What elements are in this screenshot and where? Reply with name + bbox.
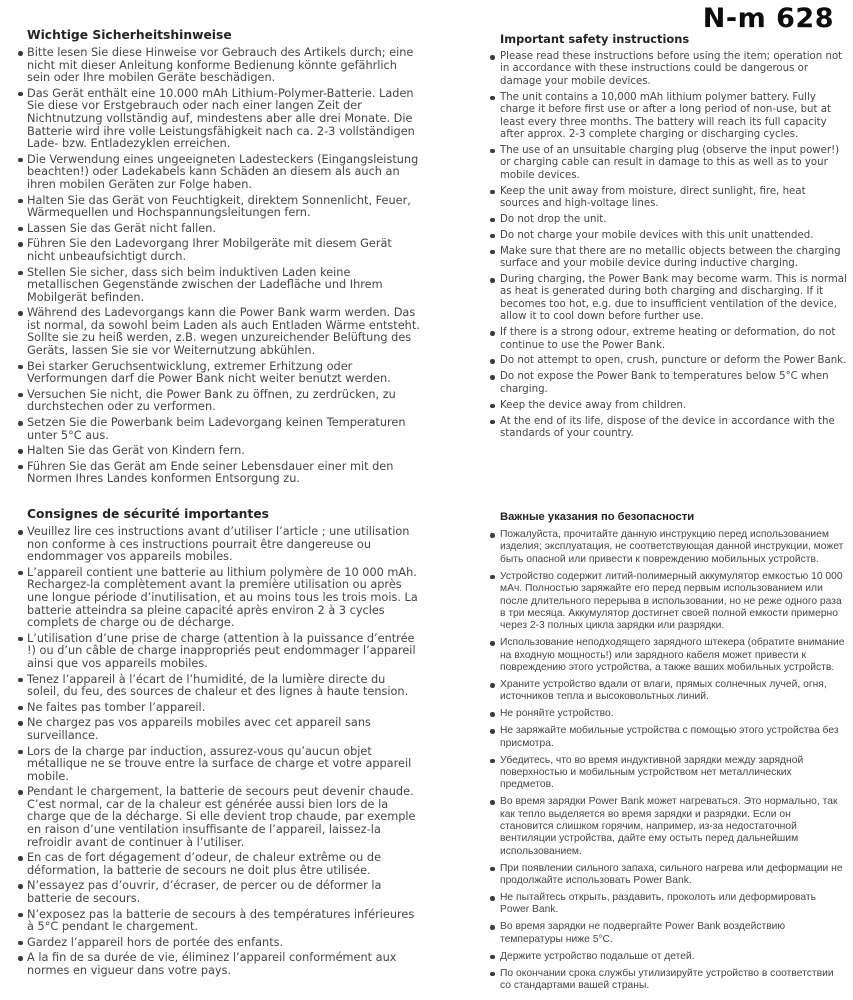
- section-french: [18, 507, 421, 981]
- list-item: The use of an unsuitable charging plug (observe the input power!) or charging cable can result in damage to this as well as to your mobile devices.: [490, 145, 847, 182]
- list-item: Während des Ladevorgangs kann die Power Bank warm werden. Das ist normal, da sowohl beim Laden als auch Entladen Wärme entsteht. Sollte sie zu heiß werden, z.B. wegen unzureichender Belüftung des Geräts, lassen Sie sie vor Weiternutzung abkühlen.: [18, 307, 421, 357]
- list-item: Halten Sie das Gerät von Feuchtigkeit, direktem Sonnenlicht, Feuer, Wärmequellen und Hochspannungsleitungen fern.: [18, 195, 421, 220]
- section-title-english: Important safety instructions: [500, 32, 690, 46]
- list-item: Versuchen Sie nicht, die Power Bank zu öffnen, zu zerdrücken, zu durchstechen oder zu verformen.: [18, 389, 421, 414]
- list-item: L’utilisation d’une prise de charge (attention à la puissance d’entrée !) ou d’un câble de charge inappropriés peut endommager l’appareil ainsi que vos appareils mobiles.: [18, 633, 421, 671]
- list-item: Make sure that there are no metallic objects between the charging surface and your mobile device during inductive charging.: [490, 246, 847, 271]
- list-item: Keep the device away from children.: [490, 400, 847, 412]
- list-item: Во время зарядки не подвергайте Power Bank воздействию температуры ниже 5°С.: [490, 921, 847, 946]
- list-item: Das Gerät enthält eine 10.000 mAh Lithium-Polymer-Batterie. Laden Sie diese vor Erstgebrauch oder nach einer langen Zeit der Nichtnutzung vollständig auf, mindestens aber alle drei Monate. Die Batterie wird ihre volle Leistungsfähigkeit nach ca. 2-3 vollständigen Lade- bzw. Entladezyklen erreichen.: [18, 88, 421, 151]
- list-item: Veuillez lire ces instructions avant d’utiliser l’article ; une utilisation non conforme à ces instructions pourrait être dangereuse ou endommager vos appareils mobiles.: [18, 526, 421, 564]
- list-item: Keep the unit away from moisture, direct sunlight, fire, heat sources and high-voltage lines.: [490, 186, 847, 211]
- list-item: During charging, the Power Bank may become warm. This is normal as heat is generated during both charging and discharging. If it becomes too hot, e.g. due to insufficient ventilation of the device, allow it to cool down before further use.: [490, 274, 847, 324]
- model-number: N-m 628: [702, 3, 834, 34]
- list-item: Gardez l’appareil hors de portée des enfants.: [18, 937, 421, 950]
- list-item: Lassen Sie das Gerät nicht fallen.: [18, 223, 421, 236]
- list-item: L’appareil contient une batterie au lithium polymère de 10 000 mAh. Rechargez-la complètement avant la première utilisation ou après une longue période d’inutilisation, et au moins tous les trois mois. La batterie atteindra sa pleine capacité après environ 2 à 3 cycles complets de charge ou de décharge.: [18, 567, 421, 630]
- list-item: Tenez l’appareil à l’écart de l’humidité, de la lumière directe du soleil, du feu, des sources de chaleur et des lignes à haute tension.: [18, 674, 421, 699]
- list-item: Please read these instructions before using the item; operation not in accordance with these instructions could be dangerous or damage your mobile devices.: [490, 51, 847, 88]
- list-item: Bitte lesen Sie diese Hinweise vor Gebrauch des Artikels durch; eine nicht mit dieser Anleitung konforme Bedienung könnte gefährlich sein oder Ihre mobilen Geräte beschädigen.: [18, 47, 421, 85]
- section-title-french: Consignes de sécurité importantes: [27, 507, 269, 521]
- list-item: Führen Sie den Ladevorgang Ihrer Mobilgeräte mit diesem Gerät nicht unbeaufsichtigt durch.: [18, 238, 421, 263]
- list-item: Во время зарядки Power Bank может нагреваться. Это нормально, так как тепло выделяется во время зарядки и разрядки. Если он становится слишком горячим, например, из-за недостаточной вентиляции устройства, дайте ему остыть перед дальнейшим использованием.: [490, 796, 847, 858]
- list-item: При появлении сильного запаха, сильного нагрева или деформации не продолжайте использовать Power Bank.: [490, 863, 847, 888]
- list-item: En cas de fort dégagement d’odeur, de chaleur extrême ou de déformation, la batterie de secours ne doit plus être utilisée.: [18, 852, 421, 877]
- list-item: Ne chargez pas vos appareils mobiles avec cet appareil sans surveillance.: [18, 717, 421, 742]
- list-item: Halten Sie das Gerät von Kindern fern.: [18, 445, 421, 458]
- list-item: Do not charge your mobile devices with this unit unattended.: [490, 230, 847, 242]
- list-item: Храните устройство вдали от влаги, прямых солнечных лучей, огня, источников тепла и высоковольтных линий.: [490, 679, 847, 704]
- list-item: Setzen Sie die Powerbank beim Ladevorgang keinen Temperaturen unter 5°C aus.: [18, 417, 421, 442]
- list-item: Lors de la charge par induction, assurez-vous qu’aucun objet métallique ne se trouve entre la surface de charge et votre appareil mobile.: [18, 746, 421, 784]
- list-item: If there is a strong odour, extreme heating or deformation, do not continue to use the Power Bank.: [490, 327, 847, 352]
- section-title-russian: Важные указания по безопасности: [500, 511, 695, 523]
- list-item: Die Verwendung eines ungeeigneten Ladesteckers (Eingangsleistung beachten!) oder Ladekabels kann Schäden an diesem als auch an ihren mobilen Geräten zur Folge haben.: [18, 154, 421, 192]
- section-title-german: Wichtige Sicherheitshinweise: [27, 28, 232, 42]
- safety-list-english: [490, 51, 847, 440]
- list-item: Пожалуйста, прочитайте данную инструкцию перед использованием изделия; эксплуатация, не соответствующая данной инструкции, может быть опасной или привести к повреждению мобильных устройств.: [490, 529, 847, 566]
- list-item: Pendant le chargement, la batterie de secours peut devenir chaude. C’est normal, car de la chaleur est générée aussi bien lors de la charge que de la décharge. Si elle devient trop chaude, par exemple en raison d’une ventilation insuffisante de l’appareil, laissez-la refroidir avant de continuer à l’utiliser.: [18, 786, 421, 849]
- list-item: N’essayez pas d’ouvrir, d’écraser, de percer ou de déformer la batterie de secours.: [18, 880, 421, 905]
- list-item: At the end of its life, dispose of the device in accordance with the standards of your country.: [490, 416, 847, 441]
- section-german: [18, 28, 421, 489]
- list-item: Bei starker Geruchsentwicklung, extremer Erhitzung oder Verformungen darf die Power Bank nicht weiter benutzt werden.: [18, 361, 421, 386]
- section-russian: [490, 511, 847, 997]
- list-item: Do not drop the unit.: [490, 214, 847, 226]
- list-item: Do not expose the Power Bank to temperatures below 5°C when charging.: [490, 371, 847, 396]
- list-item: Führen Sie das Gerät am Ende seiner Lebensdauer einer mit den Normen Ihres Landes konformen Entsorgung zu.: [18, 461, 421, 486]
- safety-list-german: [18, 47, 421, 486]
- list-item: Do not attempt to open, crush, puncture or deform the Power Bank.: [490, 355, 847, 367]
- list-item: Устройство содержит литий-полимерный аккумулятор емкостью 10 000 мАч. Полностью заряжайте его перед первым использованием или после длительного перерыва в использовании, но не реже одного раза в три месяца. Аккумулятор достигнет своей полной емкости примерно через 2-3 полных цикла зарядки или разрядки.: [490, 571, 847, 633]
- list-item: Держите устройство подальше от детей.: [490, 951, 847, 963]
- section-english: [490, 32, 847, 444]
- list-item: Stellen Sie sicher, dass sich beim induktiven Laden keine metallischen Gegenstände zwischen der Ladefläche und Ihrem Mobilgerät befinden.: [18, 267, 421, 305]
- list-item: Убедитесь, что во время индуктивной зарядки между зарядной поверхностью и мобильным устройством нет металлических предметов.: [490, 755, 847, 792]
- list-item: The unit contains a 10,000 mAh lithium polymer battery. Fully charge it before first use or after a long period of non-use, but at least every three months. The battery will reach its full capacity after approx. 2-3 complete charging or discharging cycles.: [490, 92, 847, 142]
- list-item: A la fin de sa durée de vie, éliminez l’appareil conformément aux normes en vigueur dans votre pays.: [18, 952, 421, 977]
- list-item: Не заряжайте мобильные устройства с помощью этого устройства без присмотра.: [490, 725, 847, 750]
- safety-list-french: [18, 526, 421, 978]
- list-item: Ne faites pas tomber l’appareil.: [18, 702, 421, 715]
- safety-list-russian: [490, 529, 847, 992]
- list-item: Не роняйте устройство.: [490, 708, 847, 720]
- list-item: По окончании срока службы утилизируйте устройство в соответствии со стандартами вашей страны.: [490, 968, 847, 993]
- list-item: Не пытайтесь открыть, раздавить, проколоть или деформировать Power Bank.: [490, 892, 847, 917]
- list-item: N’exposez pas la batterie de secours à des températures inférieures à 5°C pendant le chargement.: [18, 909, 421, 934]
- list-item: Использование неподходящего зарядного штекера (обратите внимание на входную мощность!) или зарядного кабеля может привести к повреждению этого устройства, а также ваших мобильных устройств.: [490, 637, 847, 674]
